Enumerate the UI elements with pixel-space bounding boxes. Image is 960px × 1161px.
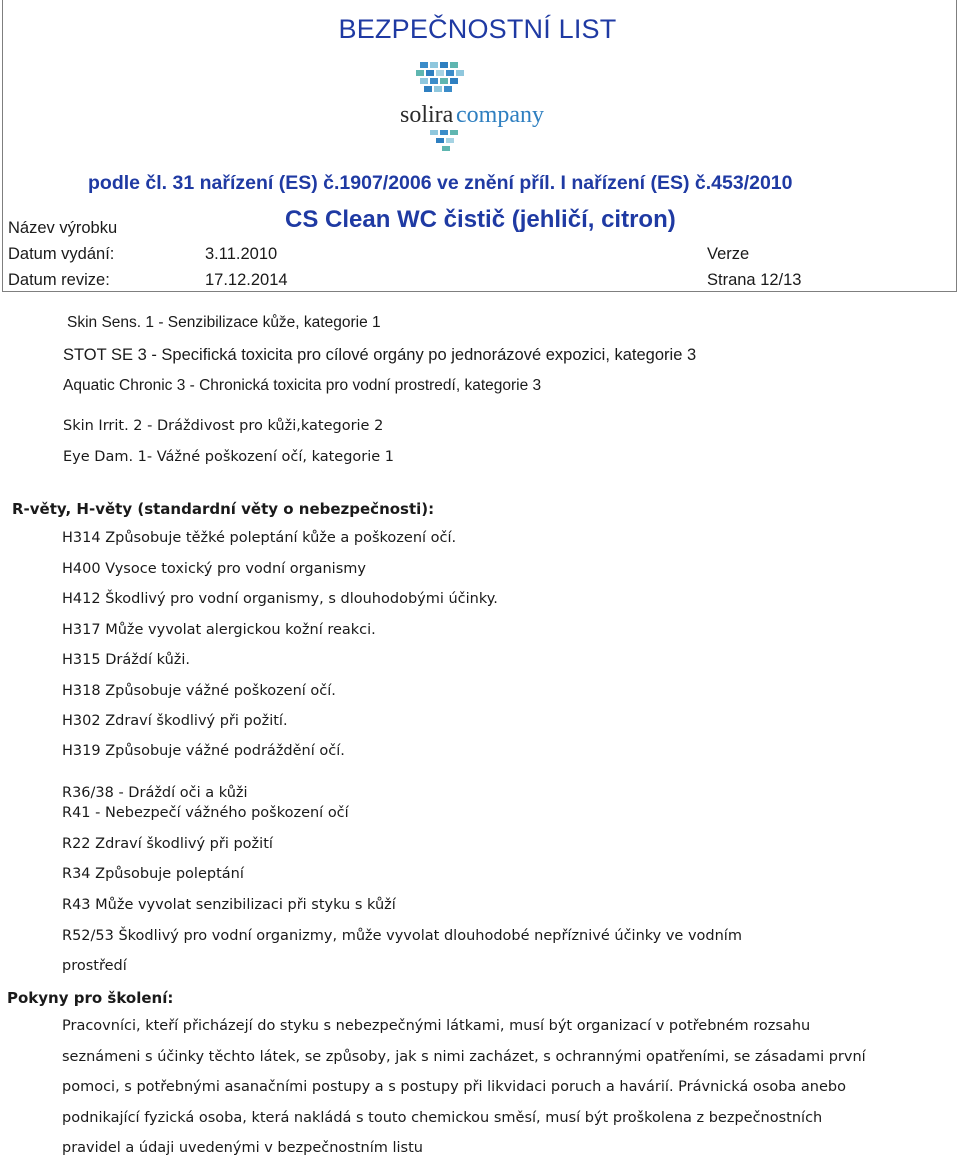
revision-date-value: 17.12.2014 xyxy=(205,271,288,289)
training-paragraph-line: podnikající fyzická osoba, která nakládá s touto chemickou směsí, musí být proškolena z bezpečnostních xyxy=(62,1110,823,1126)
r-phrase: R34 Způsobuje poleptání xyxy=(62,866,244,882)
revision-date-label: Datum revize: xyxy=(8,271,110,289)
classification-item: Skin Irrit. 2 - Dráždivost pro kůži,kategorie 2 xyxy=(63,418,384,434)
h-phrase: H318 Způsobuje vážné poškození očí. xyxy=(62,683,336,699)
version-label: Verze xyxy=(707,245,750,263)
issue-date-label: Datum vydání: xyxy=(8,245,115,263)
classification-item: Eye Dam. 1- Vážné poškození očí, kategorie 1 xyxy=(63,449,395,465)
svg-text:solira: solira xyxy=(400,102,454,128)
r-phrase: prostředí xyxy=(62,958,127,974)
training-paragraph-line: pravidel a údaji uvedenými v bezpečnostním listu xyxy=(62,1140,423,1156)
h-phrase: H412 Škodlivý pro vodní organismy, s dlouhodobými účinky. xyxy=(62,591,498,607)
r-phrase: R41 - Nebezpečí vážného poškození očí xyxy=(62,805,349,821)
logo-bottom-bars xyxy=(430,130,458,151)
r-phrase: R52/53 Škodlivý pro vodní organizmy, může vyvolat dlouhodobé nepříznivé účinky ve vodním xyxy=(62,928,742,944)
r-phrase: R36/38 - Dráždí oči a kůži xyxy=(62,785,248,801)
training-paragraph-line: pomoci, s potřebnými asanačními postupy a s postupy při likvidaci poruch a havárií. Právnická osoba anebo xyxy=(62,1079,846,1095)
training-paragraph-line: Pracovníci, kteří přicházejí do styku s nebezpečnými látkami, musí být organizací v potřebném rozsahu xyxy=(62,1018,811,1034)
r-phrase: R43 Může vyvolat senzibilizaci při styku s kůží xyxy=(62,897,396,913)
product-name: CS Clean WC čistič (jehličí, citron) xyxy=(285,206,676,233)
h-phrase: H315 Dráždí kůži. xyxy=(62,652,191,668)
training-heading: Pokyny pro školení: xyxy=(7,989,174,1007)
h-phrase: H319 Způsobuje vážné podráždění očí. xyxy=(62,743,345,759)
regulation-reference: podle čl. 31 nařízení (ES) č.1907/2006 ve znění příl. I nařízení (ES) č.453/2010 xyxy=(88,172,793,194)
h-phrase: H317 Může vyvolat alergickou kožní reakci. xyxy=(62,622,376,638)
h-phrase: H400 Vysoce toxický pro vodní organismy xyxy=(62,561,366,577)
svg-text:company: company xyxy=(456,102,544,128)
r-phrase: R22 Zdraví škodlivý při požití xyxy=(62,836,273,852)
training-paragraph-line: seznámeni s účinky těchto látek, se způsoby, jak s nimi zacházet, s ochrannými opatřeními, se zásadami první xyxy=(62,1049,866,1065)
classification-item: Aquatic Chronic 3 - Chronická toxicita pro vodní prostredí, kategorie 3 xyxy=(63,377,542,394)
classification-item: Skin Sens. 1 - Senzibilizace kůže, kategorie 1 xyxy=(67,314,381,331)
document-title: BEZPEČNOSTNÍ LIST xyxy=(338,14,617,44)
logo-mosaic-icon xyxy=(416,62,464,92)
h-phrase: H302 Zdraví škodlivý při požití. xyxy=(62,713,288,729)
h-phrase: H314 Způsobuje těžké poleptání kůže a poškození očí. xyxy=(62,530,457,546)
issue-date-value: 3.11.2010 xyxy=(205,245,278,263)
product-name-label: Název výrobku xyxy=(8,219,118,237)
page-number: Strana 12/13 xyxy=(707,271,802,289)
company-logo xyxy=(400,60,544,158)
phrases-heading: R-věty, H-věty (standardní věty o nebezpečnosti): xyxy=(12,500,435,518)
classification-item: STOT SE 3 - Specifická toxicita pro cílové orgány po jednorázové expozici, kategorie 3 xyxy=(63,346,697,364)
